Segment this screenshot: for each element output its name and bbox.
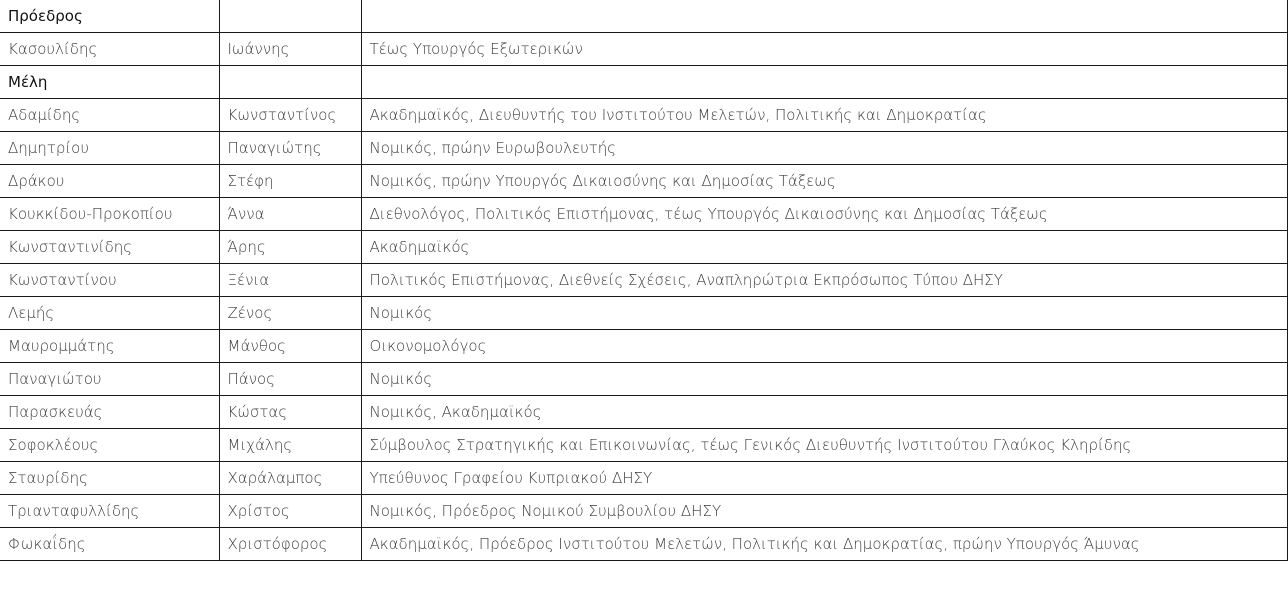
first-name-cell: Κώστας: [219, 396, 361, 429]
section-header-row: [0, 0, 1287, 33]
first-name-cell: Ιωάννης: [219, 33, 361, 66]
table-row: [0, 33, 1287, 66]
section-header-row: [0, 66, 1287, 99]
surname-cell: Σταυρίδης: [0, 462, 219, 495]
surname-cell: Κουκκίδου-Προκοπίου: [0, 198, 219, 231]
table-row: [0, 297, 1287, 330]
surname-cell: Αδαμίδης: [0, 99, 219, 132]
section-heading: Μέλη: [0, 66, 219, 99]
table-row: [0, 396, 1287, 429]
surname-cell: Σοφοκλέους: [0, 429, 219, 462]
role-cell: Διεθνολόγος, Πολιτικός Επιστήμονας, τέως Υπουργός Δικαιοσύνης και Δημοσίας Τάξεως: [361, 198, 1287, 231]
first-name-cell: Στέφη: [219, 165, 361, 198]
role-cell: Ακαδημαϊκός: [361, 231, 1287, 264]
surname-cell: Κωνσταντίνου: [0, 264, 219, 297]
role-cell: Νομικός, πρώην Υπουργός Δικαιοσύνης και Δημοσίας Τάξεως: [361, 165, 1287, 198]
table-row: [0, 165, 1287, 198]
surname-cell: Λεμής: [0, 297, 219, 330]
role-cell: Ακαδημαϊκός, Διευθυντής του Ινστιτούτου Μελετών, Πολιτικής και Δημοκρατίας: [361, 99, 1287, 132]
role-cell: Σύμβουλος Στρατηγικής και Επικοινωνίας, τέως Γενικός Διευθυντής Ινστιτούτου Γλαύκος Κληρίδης: [361, 429, 1287, 462]
role-cell: Νομικός, Πρόεδρος Νομικού Συμβουλίου ΔΗΣΥ: [361, 495, 1287, 528]
first-name-cell: Ζένος: [219, 297, 361, 330]
empty-cell: [219, 0, 361, 33]
table-row: [0, 363, 1287, 396]
role-cell: Υπεύθυνος Γραφείου Κυπριακού ΔΗΣΥ: [361, 462, 1287, 495]
role-cell: Πολιτικός Επιστήμονας, Διεθνείς Σχέσεις, Αναπληρώτρια Εκπρόσωπος Τύπου ΔΗΣΥ: [361, 264, 1287, 297]
surname-cell: Τριανταφυλλίδης: [0, 495, 219, 528]
role-cell: Νομικός: [361, 297, 1287, 330]
role-cell: Οικονομολόγος: [361, 330, 1287, 363]
table-row: [0, 462, 1287, 495]
surname-cell: Παναγιώτου: [0, 363, 219, 396]
table-row: [0, 99, 1287, 132]
table-row: [0, 264, 1287, 297]
table-row: [0, 528, 1287, 561]
surname-cell: Δράκου: [0, 165, 219, 198]
surname-cell: Φωκαΐδης: [0, 528, 219, 561]
first-name-cell: Παναγιώτης: [219, 132, 361, 165]
empty-cell: [361, 66, 1287, 99]
table-row: [0, 495, 1287, 528]
first-name-cell: Κωνσταντίνος: [219, 99, 361, 132]
section-heading: Πρόεδρος: [0, 0, 219, 33]
first-name-cell: Χρίστος: [219, 495, 361, 528]
first-name-cell: Μάνθος: [219, 330, 361, 363]
table-row: [0, 132, 1287, 165]
table-row: [0, 429, 1287, 462]
table-row: [0, 198, 1287, 231]
first-name-cell: Άρης: [219, 231, 361, 264]
role-cell: Νομικός, πρώην Ευρωβουλευτής: [361, 132, 1287, 165]
first-name-cell: Άννα: [219, 198, 361, 231]
empty-cell: [361, 0, 1287, 33]
surname-cell: Παρασκευάς: [0, 396, 219, 429]
role-cell: Τέως Υπουργός Εξωτερικών: [361, 33, 1287, 66]
role-cell: Νομικός, Ακαδημαϊκός: [361, 396, 1287, 429]
table-row: [0, 231, 1287, 264]
surname-cell: Κωνσταντινίδης: [0, 231, 219, 264]
role-cell: Ακαδημαϊκός, Πρόεδρος Ινστιτούτου Μελετών, Πολιτικής και Δημοκρατίας, πρώην Υπουργός Άμυνας: [361, 528, 1287, 561]
first-name-cell: Χαράλαμπος: [219, 462, 361, 495]
table-row: [0, 330, 1287, 363]
first-name-cell: Πάνος: [219, 363, 361, 396]
first-name-cell: Ξένια: [219, 264, 361, 297]
empty-cell: [219, 66, 361, 99]
surname-cell: Μαυρομμάτης: [0, 330, 219, 363]
first-name-cell: Χριστόφορος: [219, 528, 361, 561]
surname-cell: Κασουλίδης: [0, 33, 219, 66]
first-name-cell: Μιχάλης: [219, 429, 361, 462]
role-cell: Νομικός: [361, 363, 1287, 396]
surname-cell: Δημητρίου: [0, 132, 219, 165]
